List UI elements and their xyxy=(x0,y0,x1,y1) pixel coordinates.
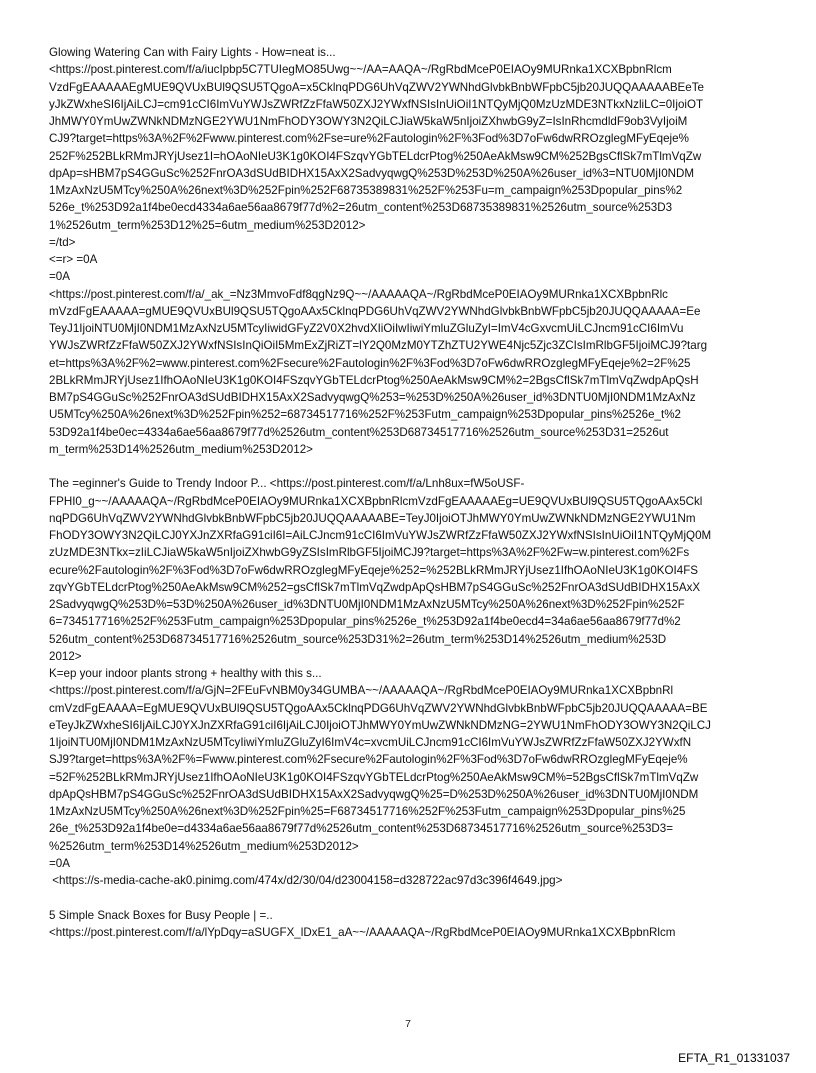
body-text-line: <https://post.pinterest.com/f/a/_ak_=Nz3MmvoFdf8qgNz9Q~~/AAAAAQA~/RgRbdMceP0EIAOy9MURnka1XCXBpbnRlc xyxy=(49,287,668,301)
body-text-line: 526utm_content%253D68734517716%2526utm_source%253D31%2=26utm_term%253D14%2526utm_medium%253D xyxy=(49,632,667,646)
body-text-line: 26e_t%253D92a1f4be0e=d4334a6ae56aa8679f77d%2526utm_content%253D68734517716%2526utm_source%253D3= xyxy=(49,822,674,836)
body-text-line: Glowing Watering Can with Fairy Lights - How=neat is... xyxy=(49,46,336,59)
body-text-line: 1MzAxNzU5MTcy%250A%26next%3D%252Fpin%25=F68734517716%252F%253Futm_campaign%253Dpopular_pins%25 xyxy=(49,805,686,818)
body-text-line: 1MzAxNzU5MTcy%250A%26next%3D%252Fpin%252F68735389831%252F%253Fu=m_campaign%253Dpopular_pins%2 xyxy=(49,184,683,197)
body-text-line: <=r> =0A xyxy=(49,253,98,266)
body-text-line: <https://post.pinterest.com/f/a/GjN=2FEuFvNBM0y34GUMBA~~/AAAAAQA~/RgRbdMceP0EIAOy9MURnka1XCXBpbnRl xyxy=(49,684,674,698)
body-text-line: <https://post.pinterest.com/f/a/iucIpbp5C7TUIegMO85Uwg~~/AA=AAQA~/RgRbdMceP0EIAOy9MURnka1XCXBpbnRlcm xyxy=(49,63,672,77)
body-text-line: 1%2526utm_term%253D12%25=6utm_medium%253D2012> xyxy=(49,218,366,232)
body-text-line: 6=734517716%252F%253Futm_campaign%253Dpopular_pins%2526e_t%253D92a1f4be0ecd4=34a6ae56aa8679f77d%2 xyxy=(49,615,681,629)
body-text-line: 2BLkRMmJRYjUsez1IfhOAoNIeU3K1g0KOI4FSzqvYGbTELdcrPtog%250AeAkMsw9CM%2=2BgsCflSk7mTlmVqZwdpApQsH xyxy=(49,373,699,387)
body-text-line: FhODY3OWY3N2QiLCJ0YXJnZXRfaG91ciI6I=AiLCJncm91cCI6ImVuYWJsZWRfZzFfaW50ZXJ2YWxfNSIsInUiOiI1NTQyMjQ0M xyxy=(49,529,712,542)
body-text-line: cmVzdFgEAAAA=EgMUE9QVUxBUl9QSU5TQgoAAx5CklnqPDG6UhVqZWV2YWNhdGlvbkBnbWFpbC5jb20JUQQAAAAA=BE xyxy=(49,701,708,715)
bates-number: EFTA_R1_01331037 xyxy=(678,1051,790,1065)
body-text-line: BM7pS4GGuSc%252FnrOA3dSUdBIDHX15AxX2SadvyqwgQ%253=%253D%250A%26user_id%3DNTU0MjI0NDM1MzAxNz xyxy=(49,391,696,404)
body-text-line: FPHI0_g~~/AAAAAQA~/RgRbdMceP0EIAOy9MURnka1XCXBpbnRlcmVzdFgEAAAAAEg=UE9QVUxBUl9QSU5TQgoAAx5Ckl xyxy=(49,494,703,508)
page-number: 7 xyxy=(405,1018,411,1030)
body-text-line: dpApQsHBM7pS4GGuSc%252FnrOA3dSUdBIDHX15AxX2SadvyqwgQ%25=D%253D%250A%26user_id%3DNTU0MjI0NDM xyxy=(49,787,699,801)
body-text-line: U5MTcy%250A%26next%3D%252Fpin%252=68734517716%252F%253Futm_campaign%253Dpopular_pins%2526e_t%2 xyxy=(49,408,681,422)
body-text-line: YWJsZWRfZzFfaW50ZXJ2YWxfNSIsInQiOiI5MmExZjRiZT=lY2Q0MzM0YTZhZTU2YWE4Njc5Zjc3ZCIsImRlbGF5IjoiMCJ9?targ xyxy=(49,339,708,353)
body-text-line: =0A xyxy=(49,270,70,284)
body-text-line: 5 Simple Snack Boxes for Busy People | =.. xyxy=(49,908,273,922)
body-text-line: m_term%253D14%2526utm_medium%253D2012> xyxy=(49,442,313,456)
body-text-line: =52F%252BLkRMmJRYjUsez1IfhOAoNIeU3K1g0KOI4FSzqvYGbTELdcrPtog%250AeAkMsw9CM%=52BgsCflSk7mTlmVqZw xyxy=(49,770,699,784)
body-text-line: 2SadvyqwgQ%253D%=53D%250A%26user_id%3DNTU0MjI0NDM1MzAxNzU5MTcy%250A%26next%3D%252Fpin%252F xyxy=(49,598,685,611)
body-text-line: zUzMDE3NTkx=zIiLCJiaW5kaW5nIjoiZXhwbG9yZSIsImRlbGF5IjoiMCJ9?target=https%3A%2F%2Fw=w.pinterest.com%2Fs xyxy=(49,546,690,560)
body-text-line: CJ9?target=https%3A%2F%2Fwww.pinterest.com%2Fse=ure%2Fautologin%2F%3Fod%3D7oFw6dwRROzglegMFyEqeje% xyxy=(49,132,689,146)
body-text-line: yJkZWxheSI6IjAiLCJ=cm91cCI6ImVuYWJsZWRfZzFfaW50ZXJ2YWxfNSIsInUiOiI1NTQyMjQ0MzUzMDE3NTkxNzliLC=0IjoiOT xyxy=(49,97,704,111)
body-text-line: %2526utm_term%253D14%2526utm_medium%253D2012> xyxy=(49,839,359,853)
document-body xyxy=(49,44,771,941)
body-text-line: zqvYGbTELdcrPtog%250AeAkMsw9CM%252=gsCflSk7mTlmVqZwdpApQsHBM7pS4GGuSc%252FnrOA3dSUdBIDHX15AxX xyxy=(49,580,701,594)
body-text-line: <https://post.pinterest.com/f/a/lYpDqy=aSUGFX_lDxE1_aA~~/AAAAAQA~/RgRbdMceP0EIAOy9MURnka1XCXBpbnRlcm xyxy=(49,925,676,939)
body-text-line: mVzdFgEAAAAA=gMUE9QVUxBUl9QSU5TQgoAAx5CklnqPDG6UhVqZWV2YWNhdGlvbkBnbWFpbC5jb20JUQQAAAAA=Ee xyxy=(49,304,701,318)
body-text-line: 1IjoiNTU0MjI0NDM1MzAxNzU5MTcyIiwiYmluZGluZyI6ImV4c=xvcmUiLCJncm91cCI6ImVuYWJsZWRfZzFfaW50ZXJ2YWxfN xyxy=(49,736,692,749)
body-text-line: TeyJ1IjoiNTU0MjI0NDM1MzAxNzU5MTcyIiwidGFyZ2V0X2hvdXIiOiIwIiwiYmluZGluZyI=ImV4cGxvcmUiLCJncm91cCI6ImVu xyxy=(49,322,684,335)
body-text-line: =/td> xyxy=(49,235,76,249)
body-text-line: 2012> xyxy=(49,649,82,663)
body-text-line: 252F%252BLkRMmJRYjUsez1I=hOAoNIeU3K1g0KOI4FSzqvYGbTELdcrPtog%250AeAkMsw9CM%252BgsCflSk7mTlmVqZw xyxy=(49,149,702,163)
body-text-line: VzdFgEAAAAAEgMUE9QVUxBUl9QSU5TQgoA=x5CklnqPDG6UhVqZWV2YWNhdGlvbkBnbWFpbC5jb20JUQQAAAAABEeTe xyxy=(49,80,704,94)
blank-line xyxy=(49,889,771,906)
body-text-line: et=https%3A%2F%2=www.pinterest.com%2Fsecure%2Fautologin%2F%3Fod%3D7oFw6dwRROzglegMFyEqeje%2=2F%25 xyxy=(49,356,691,370)
body-text-line: The =eginner's Guide to Trendy Indoor P... <https://post.pinterest.com/f/a/Lnh8ux=fW5oUSF- xyxy=(49,477,525,491)
body-text-line: 53D92a1f4be0ec=4334a6ae56aa8679f77d%2526utm_content%253D68734517716%2526utm_source%253D31=2526ut xyxy=(49,425,669,439)
body-text-line: nqPDG6UhVqZWV2YWNhdGlvbkBnbWFpbC5jb20JUQQAAAAABE=TeyJ0IjoiOTJhMWY0YmUwZWNkNDMzNGE2YWU1Nm xyxy=(49,511,696,525)
body-text-line: ecure%2Fautologin%2F%3Fod%3D7oFw6dwRROzglegMFyEqeje%252=%252BLkRMmJRYjUsez1IfhOAoNIeU3K1g0KOI4FS xyxy=(49,563,699,577)
body-text-line: 526e_t%253D92a1f4be0ecd4334a6ae56aa8679f77d%2=26utm_content%253D68735389831%2526utm_source%253D3 xyxy=(49,201,673,215)
body-text-line: eTeyJkZWxheSI6IjAiLCJ0YXJnZXRfaG91ciI6IjAiLCJ0IjoiOTJhMWY0YmUwZWNkNDMzNG=2YWU1NmFhODY3OWY3N2QiLCJ xyxy=(49,718,711,732)
body-text-line: SJ9?target=https%3A%2F%=Fwww.pinterest.com%2Fsecure%2Fautologin%2F%3Fod%3D7oFw6dwRROzglegMFyEqeje% xyxy=(49,753,688,767)
body-text-line: =0A xyxy=(49,856,70,870)
body-text-line: K=ep your indoor plants strong + healthy with this s... xyxy=(49,667,322,680)
body-text-line: JhMWY0YmUwZWNkNDMzNGE2YWU1NmFhODY3OWY3N2QiLCJiaW5kaW5nIjoiZXhwbG9yZ=IsInRhcmdldF9ob3VyIjoiM xyxy=(49,115,688,128)
body-text-line: <https://s-media-cache-ak0.pinimg.com/474x/d2/30/04/d23004158=d328722ac97d3c396f4649.jpg> xyxy=(49,874,563,887)
blank-line xyxy=(49,458,771,475)
body-text-line: dpAp=sHBM7pS4GGuSc%252FnrOA3dSUdBIDHX15AxX2SadvyqwgQ%253D%253D%250A%26user_id%3=NTU0MjI0NDM xyxy=(49,166,695,180)
